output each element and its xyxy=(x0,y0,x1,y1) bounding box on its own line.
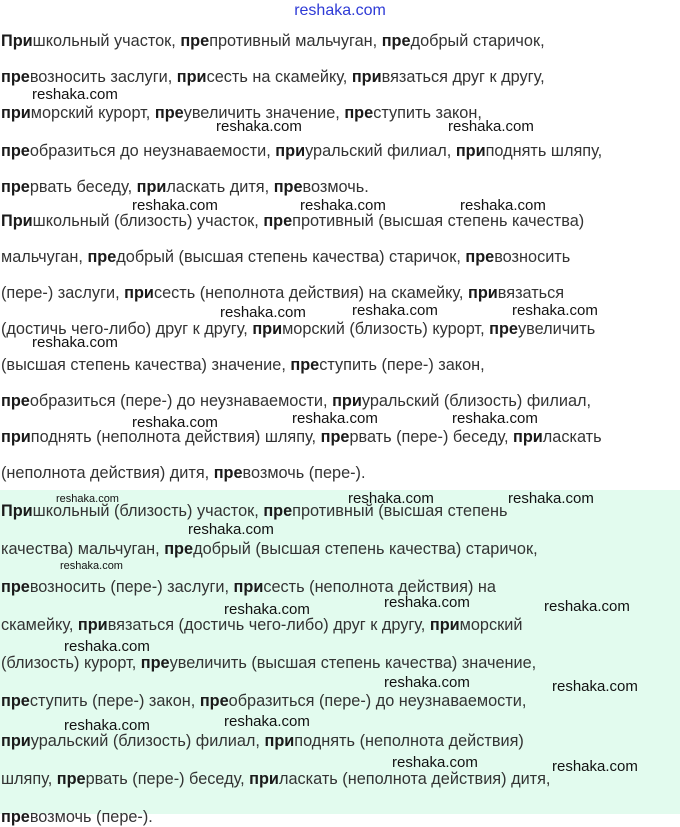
prefix-bold: При xyxy=(1,212,33,230)
para3-line xyxy=(1,654,536,673)
watermark-text: reshaka.com xyxy=(512,302,598,319)
prefix-bold: пре xyxy=(1,692,30,710)
prefix-bold: при xyxy=(429,616,460,634)
watermark-text: reshaka.com xyxy=(460,197,546,214)
text-segment: школьный (близость) участок, xyxy=(32,212,264,230)
prefix-bold: пре xyxy=(273,178,303,196)
watermark-text: reshaka.com xyxy=(220,304,306,321)
watermark-text: reshaka.com xyxy=(216,118,302,135)
watermark-text: reshaka.com xyxy=(32,86,118,103)
prefix-bold: при xyxy=(1,732,31,750)
text-segment: рвать (пере-) беседу, xyxy=(349,428,513,446)
prefix-bold: при xyxy=(455,142,486,160)
text-segment: морский xyxy=(459,616,523,634)
prefix-bold: при xyxy=(513,428,543,446)
prefix-bold: пре xyxy=(180,32,210,50)
text-segment: ступить (пере-) закон, xyxy=(319,356,485,374)
watermark-text: reshaka.com xyxy=(64,638,150,655)
para3-line xyxy=(1,692,526,711)
prefix-bold: при xyxy=(264,732,295,750)
text-segment: возносить заслуги, xyxy=(29,68,177,86)
prefix-bold: пре xyxy=(56,770,86,788)
text-segment: вязаться (достичь чего-либо) друг к другу, xyxy=(107,616,430,634)
prefix-bold: пре xyxy=(381,32,411,50)
prefix-bold: При xyxy=(1,32,33,50)
text-segment: образиться (пере-) до неузнаваемости, xyxy=(29,392,333,410)
text-segment: уральский (близость) филиал, xyxy=(361,392,592,410)
watermark-text: reshaka.com xyxy=(448,118,534,135)
para1-line xyxy=(1,142,602,161)
text-segment: вязаться друг к другу, xyxy=(381,68,545,86)
prefix-bold: при xyxy=(252,320,283,338)
text-segment: вязаться xyxy=(497,284,565,302)
text-segment: противный (высшая степень xyxy=(292,502,508,520)
prefix-bold: пре xyxy=(1,68,30,86)
text-segment: (пере-) заслуги, xyxy=(1,284,125,302)
watermark-text: reshaka.com xyxy=(508,490,594,507)
text-segment: скамейку, xyxy=(1,616,78,634)
watermark-text: reshaka.com xyxy=(352,302,438,319)
watermark-text: reshaka.com xyxy=(224,713,310,730)
site-logo[interactable]: reshaka.com xyxy=(294,2,386,19)
prefix-bold: пре xyxy=(1,578,30,596)
text-segment: поднять шляпу, xyxy=(485,142,603,160)
prefix-bold: при xyxy=(332,392,362,410)
prefix-bold: пре xyxy=(290,356,320,374)
text-segment: шляпу, xyxy=(1,770,57,788)
para2-line xyxy=(1,464,366,483)
prefix-bold: пре xyxy=(344,104,374,122)
text-segment: школьный (близость) участок, xyxy=(32,502,264,520)
text-segment: возносить xyxy=(494,248,571,266)
prefix-bold: при xyxy=(249,770,279,788)
text-segment: сесть (неполнота действия) на скамейку, xyxy=(153,284,468,302)
text-segment: (достичь чего-либо) друг к другу, xyxy=(1,320,253,338)
watermark-text: reshaka.com xyxy=(552,758,638,775)
prefix-bold: пре xyxy=(199,692,229,710)
para2-line xyxy=(1,392,591,411)
text-segment: ласкать (неполнота действия) дитя, xyxy=(278,770,551,788)
prefix-bold: пре xyxy=(1,142,30,160)
prefix-bold: пре xyxy=(320,428,350,446)
para1-line xyxy=(1,178,369,197)
prefix-bold: при xyxy=(124,284,154,302)
watermark-text: reshaka.com xyxy=(32,334,118,351)
text-segment: ступить закон, xyxy=(373,104,482,122)
text-segment: образиться до неузнаваемости, xyxy=(29,142,276,160)
text-segment: ступить (пере-) закон, xyxy=(29,692,200,710)
text-segment: морский курорт, xyxy=(30,104,155,122)
watermark-text: reshaka.com xyxy=(188,521,274,538)
text-segment: поднять (неполнота действия) шляпу, xyxy=(30,428,321,446)
text-segment: (неполнота действия) дитя, xyxy=(1,464,214,482)
para2-line xyxy=(1,428,602,447)
text-segment: уральский (близость) филиал, xyxy=(30,732,265,750)
para3-line xyxy=(1,770,550,789)
watermark-text: reshaka.com xyxy=(300,197,386,214)
prefix-bold: пре xyxy=(1,178,30,196)
text-segment: увеличить значение, xyxy=(183,104,345,122)
text-segment: рвать беседу, xyxy=(29,178,137,196)
text-segment: противный (высшая степень качества) xyxy=(292,212,585,230)
text-segment: поднять (неполнота действия) xyxy=(294,732,524,750)
prefix-bold: при xyxy=(1,104,31,122)
prefix-bold: пре xyxy=(87,248,117,266)
text-segment: школьный участок, xyxy=(32,32,181,50)
para2-line xyxy=(1,248,570,267)
watermark-text: reshaka.com xyxy=(348,490,434,507)
watermark-text: reshaka.com xyxy=(552,678,638,695)
text-segment: уральский филиал, xyxy=(305,142,456,160)
text-segment: ласкать дитя, xyxy=(166,178,274,196)
prefix-bold: пре xyxy=(154,104,184,122)
watermark-text: reshaka.com xyxy=(292,410,378,427)
prefix-bold: при xyxy=(176,68,207,86)
text-segment: возмочь (пере-). xyxy=(242,464,366,482)
text-segment: возносить (пере-) заслуги, xyxy=(29,578,234,596)
para2-line xyxy=(1,212,584,231)
prefix-bold: пре xyxy=(465,248,495,266)
prefix-bold: пре xyxy=(164,540,194,558)
para3-line xyxy=(1,616,522,635)
watermark-text: reshaka.com xyxy=(452,410,538,427)
text-segment: ласкать xyxy=(542,428,602,446)
text-segment: увеличить xyxy=(517,320,596,338)
watermark-text: reshaka.com xyxy=(132,197,218,214)
para1-line xyxy=(1,68,545,87)
text-segment: образиться (пере-) до неузнаваемости, xyxy=(228,692,527,710)
prefix-bold: при xyxy=(275,142,306,160)
text-segment: сесть (неполнота действия) на xyxy=(263,578,496,596)
prefix-bold: пре xyxy=(140,654,170,672)
prefix-bold: пре xyxy=(1,808,30,826)
text-segment: качества) мальчуган, xyxy=(1,540,165,558)
para2-line xyxy=(1,356,485,375)
prefix-bold: пре xyxy=(263,212,293,230)
watermark-text: reshaka.com xyxy=(64,717,150,734)
watermark-text: reshaka.com xyxy=(56,493,119,505)
prefix-bold: при xyxy=(77,616,108,634)
para1-line xyxy=(1,32,545,51)
para3-line xyxy=(1,540,538,559)
text-segment: добрый старичок, xyxy=(410,32,545,50)
prefix-bold: при xyxy=(233,578,264,596)
watermark-text: reshaka.com xyxy=(224,601,310,618)
text-segment: добрый (высшая степень качества) старичок, xyxy=(116,248,466,266)
prefix-bold: При xyxy=(1,502,33,520)
prefix-bold: пре xyxy=(213,464,243,482)
watermark-text: reshaka.com xyxy=(384,594,470,611)
text-segment: возмочь. xyxy=(302,178,369,196)
text-segment: рвать (пере-) беседу, xyxy=(85,770,250,788)
prefix-bold: пре xyxy=(263,502,293,520)
watermark-text: reshaka.com xyxy=(132,414,218,431)
para2-line xyxy=(1,284,564,303)
text-segment: сесть на скамейку, xyxy=(206,68,352,86)
para3-line xyxy=(1,808,153,827)
watermark-text: reshaka.com xyxy=(384,674,470,691)
text-segment: увеличить (высшая степень качества) значение, xyxy=(169,654,537,672)
prefix-bold: при xyxy=(467,284,498,302)
text-segment: мальчуган, xyxy=(1,248,88,266)
text-segment: противный мальчуган, xyxy=(209,32,382,50)
prefix-bold: пре xyxy=(1,392,30,410)
watermark-text: reshaka.com xyxy=(544,598,630,615)
para3-line xyxy=(1,732,524,751)
prefix-bold: при xyxy=(1,428,31,446)
text-segment: морский (близость) курорт, xyxy=(282,320,490,338)
text-segment: (близость) курорт, xyxy=(1,654,141,672)
watermark-text: reshaka.com xyxy=(392,754,478,771)
prefix-bold: пре xyxy=(489,320,518,338)
prefix-bold: при xyxy=(136,178,167,196)
text-segment: добрый (высшая степень качества) старичок, xyxy=(193,540,538,558)
text-segment: возмочь (пере-). xyxy=(29,808,153,826)
watermark-text: reshaka.com xyxy=(60,560,123,572)
prefix-bold: при xyxy=(351,68,382,86)
text-segment: (высшая степень качества) значение, xyxy=(1,356,291,374)
